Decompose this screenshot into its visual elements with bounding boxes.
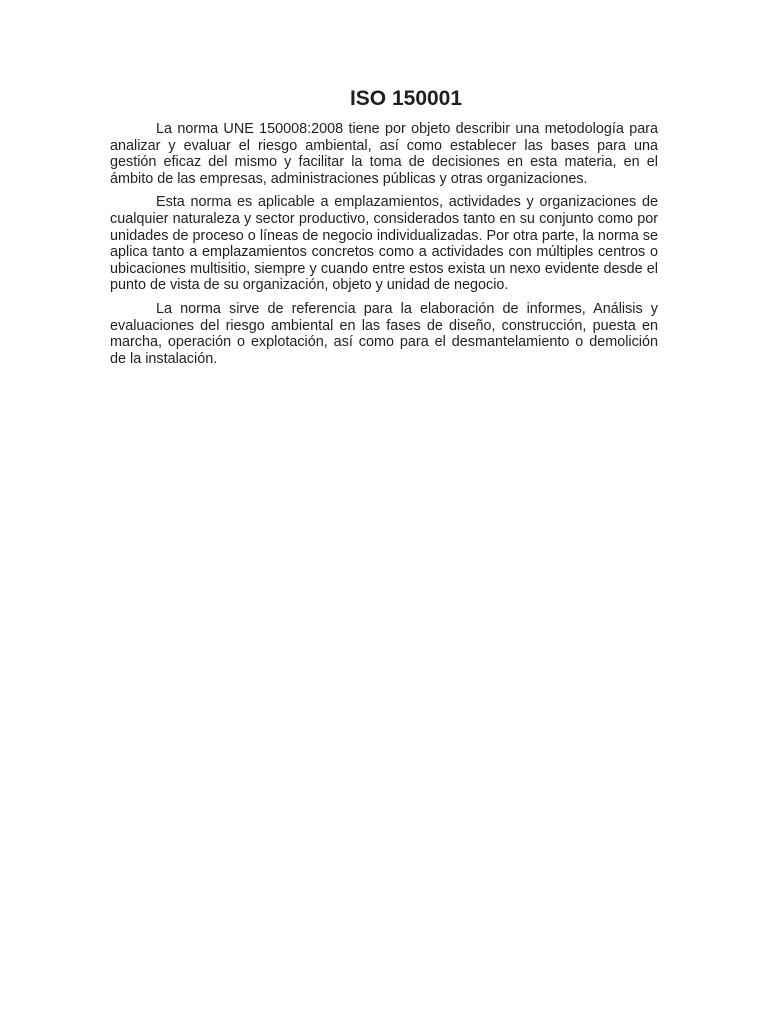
paragraph-scope: La norma UNE 150008:2008 tiene por objeto describir una metodología para analizar y evaluar el riesgo ambiental, así como establecer las bases para una gestión eficaz del mismo y facilitar la toma de decisiones en esta materia, en el ámbito de las empresas, administraciones públicas y otras organizaciones.	[110, 121, 658, 187]
paragraph-applicability: Esta norma es aplicable a emplazamientos, actividades y organizaciones de cualquier naturaleza y sector productivo, considerados tanto en su conjunto como por unidades de proceso o líneas de negocio individualizadas. Por otra parte, la norma se aplica tanto a emplazamientos concretos como a actividades con múltiples centros o ubicaciones multisitio, siempre y cuando entre estos exista un nexo evidente desde el punto de vista de su organización, objeto y unidad de negocio.	[110, 194, 658, 294]
paragraph-reference: La norma sirve de referencia para la elaboración de informes, Análisis y evaluaciones del riesgo ambiental en las fases de diseño, construcción, puesta en marcha, operación o explotación, así como para el desmantelamiento o demolición de la instalación.	[110, 300, 658, 367]
document-title: ISO 150001	[349, 87, 463, 110]
document-body	[110, 121, 658, 374]
